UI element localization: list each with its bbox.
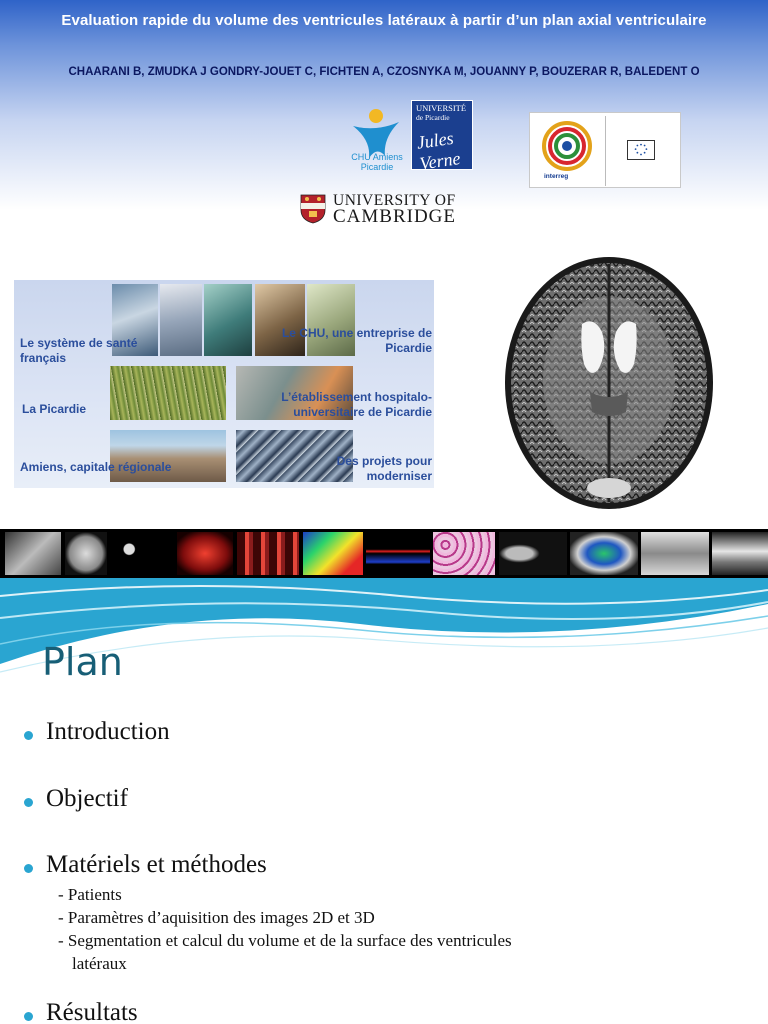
bullet-icon <box>24 731 33 740</box>
photo-hospital-corridor <box>160 284 202 356</box>
plan-slide <box>0 578 768 1024</box>
panel-label-amiens: Amiens, capitale régionale <box>20 460 172 474</box>
brain-mri-axial-image <box>498 252 720 514</box>
thumb-sagittal-mri <box>641 532 709 575</box>
interreg-divider <box>605 116 606 186</box>
cambridge-shield-icon <box>300 194 326 224</box>
thumb-pet-series <box>237 532 299 575</box>
plan-title: Plan <box>42 640 123 684</box>
thumb-ct-skull <box>5 532 61 575</box>
slide-title: Evaluation rapide du volume des ventricules latéraux à partir d’un plan axial ventriculaire <box>61 12 707 29</box>
plan-item-resultats: Résultats <box>46 999 138 1024</box>
photo-wheat-field <box>110 366 226 420</box>
thumb-ct-pet-fusion <box>499 532 567 575</box>
author-list: CHAARANI B, ZMUDKA J GONDRY-JOUET C, FICHTEN A, CZOSNYKA M, JOUANNY P, BOUZERAR R, BALEDENT O <box>68 66 700 78</box>
eu-flag-icon <box>627 140 655 160</box>
plan-subitem-patients: - Patients <box>58 885 122 904</box>
plan-item-introduction: Introduction <box>46 718 170 745</box>
plan-subitem-parametres: - Paramètres d’aquisition des images 2D et 3D <box>58 908 375 927</box>
thumb-brain-slices <box>110 532 174 575</box>
thumb-color-map <box>303 532 363 575</box>
chu-logo-line2: Picardie <box>360 162 394 172</box>
imaging-filmstrip <box>0 529 768 578</box>
bullet-icon <box>24 864 33 873</box>
interreg-label: interreg <box>544 173 569 180</box>
panel-label-picardie: La Picardie <box>22 402 87 416</box>
thumb-histology <box>433 532 495 575</box>
photo-surgery <box>204 284 252 356</box>
cambridge-logo-line1: UNIVERSITY OF <box>333 192 456 209</box>
bullet-icon <box>24 798 33 807</box>
plan-item-materiels: Matériels et méthodes <box>46 851 267 878</box>
upjv-logo-line1: UNIVERSITÉ <box>416 103 467 113</box>
panel-label-chu: Le CHU, une entreprise de Picardie <box>281 326 432 355</box>
panel-label-projets: Des projets pour moderniser <box>336 454 432 483</box>
photo-panel <box>14 280 434 488</box>
plan-item-objectif: Objectif <box>46 785 128 812</box>
thumb-flow-curve <box>366 532 430 575</box>
thumb-brain-mri <box>65 532 107 575</box>
plan-subitem-segmentation: - Segmentation et calcul du volume et de la surface des ventricules <box>58 931 512 950</box>
thumb-perfusion-map <box>177 532 233 575</box>
bullet-icon <box>24 1012 33 1021</box>
cambridge-logo-line2: CAMBRIDGE <box>333 206 457 227</box>
interreg-rings-icon <box>542 121 592 171</box>
panel-label-systeme: Le système de santé français <box>20 336 138 365</box>
panel-label-etablissement: L’établissement hospitalo-universitaire de Picardie <box>281 390 432 419</box>
upjv-logo-signature: Jules Verne <box>415 127 462 174</box>
chu-logo-line1: CHU Amiens <box>351 152 403 162</box>
thumb-dti-map <box>570 532 638 575</box>
upjv-logo-line2: de Picardie <box>416 113 450 122</box>
chu-logo-text <box>342 152 412 172</box>
upjv-logo <box>411 100 473 174</box>
plan-subitem-segmentation-cont: latéraux <box>72 954 127 973</box>
interreg-logo <box>529 112 681 188</box>
thumb-3d-render <box>712 532 768 575</box>
